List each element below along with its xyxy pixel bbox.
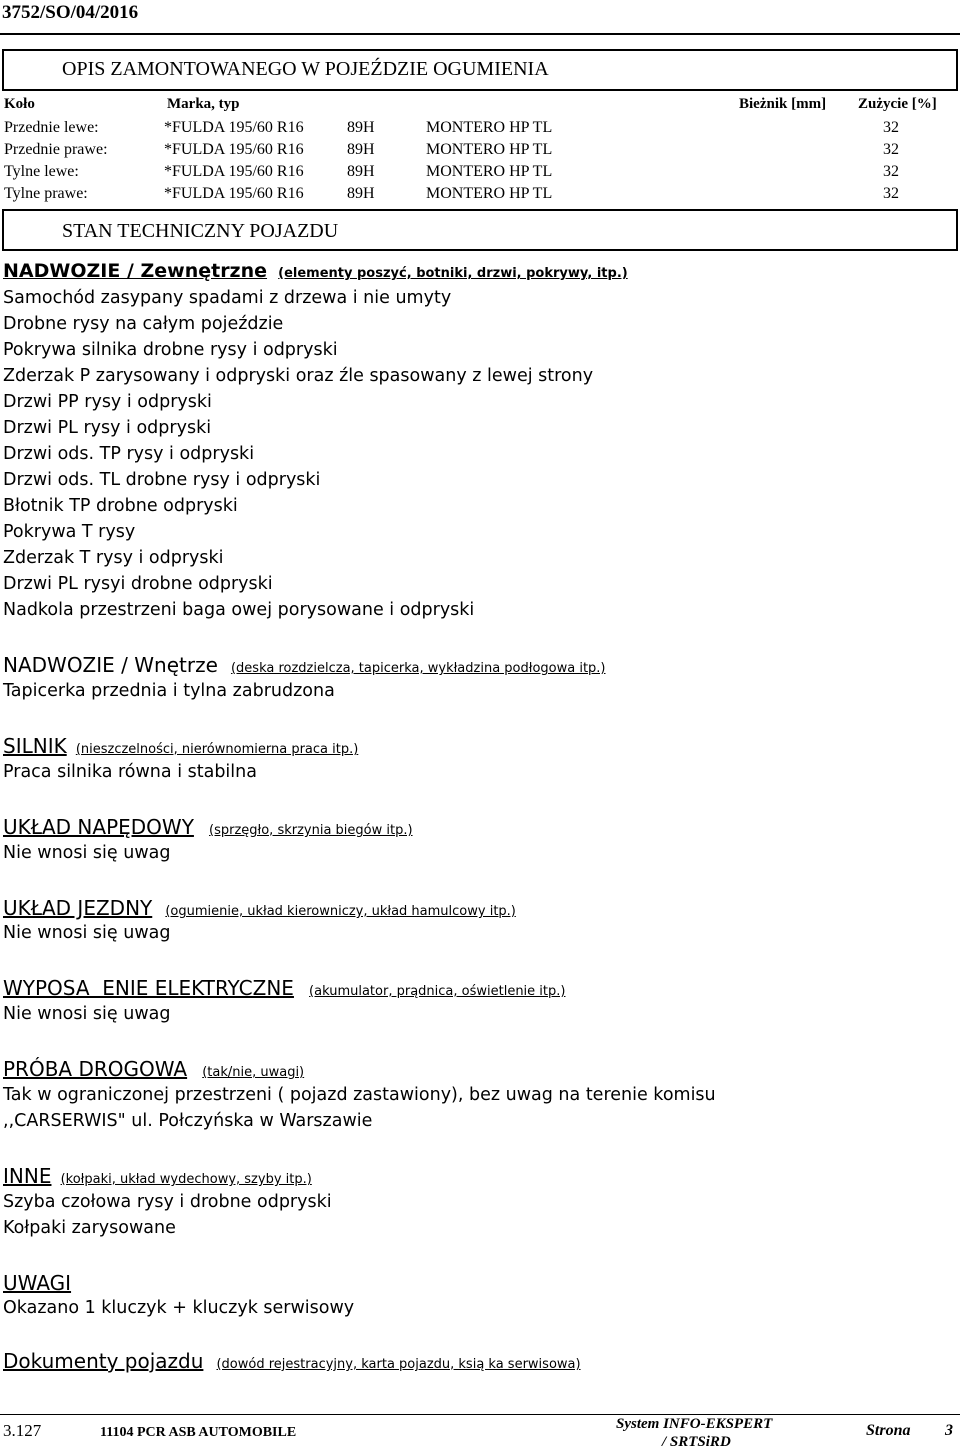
tire-wheel: Tylne prawe: — [4, 185, 88, 202]
tire-model: MONTERO HP TL — [426, 141, 553, 158]
section-running-gear-hint: (ogumienie, układ kierowniczy, układ hamulcowy itp.) — [165, 904, 516, 919]
col-header-tread: Bieżnik [mm] — [739, 96, 827, 112]
section-drivetrain-heading: UKŁAD NAPĘDOWY — [3, 815, 194, 839]
exterior-line: Drzwi ods. TP rysy i odpryski — [3, 444, 255, 464]
section-other-heading: INNE — [3, 1164, 52, 1188]
section-interior-heading: NADWOZIE / Wnętrze — [3, 653, 218, 677]
section-documents-heading-row — [3, 1349, 581, 1373]
col-header-wheel: Koło — [4, 96, 35, 112]
tire-brand: *FULDA 195/60 R16 — [164, 163, 304, 180]
tires-title: OPIS ZAMONTOWANEGO W POJEŹDZIE OGUMIENIA — [62, 58, 549, 80]
exterior-line: Pokrywa silnika drobne rysy i odpryski — [3, 340, 338, 360]
exterior-line: Błotnik TP drobne odpryski — [3, 496, 238, 516]
other-line: Kołpaki zarysowane — [3, 1218, 176, 1238]
notes-line: Okazano 1 kluczyk + kluczyk serwisowy — [3, 1298, 355, 1318]
section-other-hint: (kołpaki, układ wydechowy, szyby itp.) — [60, 1172, 312, 1187]
col-header-wear: Zużycie [%] — [858, 96, 937, 112]
exterior-line: Drzwi PL rysyi drobne odpryski — [3, 574, 273, 594]
tire-wear: 32 — [883, 163, 899, 180]
tire-model: MONTERO HP TL — [426, 119, 553, 136]
drivetrain-line: Nie wnosi się uwag — [3, 843, 171, 863]
section-engine-heading: SILNIK — [3, 734, 67, 758]
section-drivetrain-hint: (sprzęgło, skrzynia biegów itp.) — [209, 823, 413, 838]
exterior-line: Drzwi ods. TL drobne rysy i odpryski — [3, 470, 321, 490]
section-documents-heading: Dokumenty pojazdu — [3, 1349, 204, 1373]
footer-divider — [0, 1414, 960, 1415]
section-exterior-heading-row — [3, 260, 628, 282]
interior-line: Tapicerka przednia i tylna zabrudzona — [3, 681, 335, 701]
footer-page-label: Strona — [866, 1422, 911, 1439]
tire-wheel: Tylne lewe: — [4, 163, 79, 180]
col-header-brand: Marka, typ — [167, 96, 240, 112]
section-interior-heading-row — [3, 653, 606, 677]
section-other-heading-row — [3, 1164, 312, 1188]
tire-wear: 32 — [883, 141, 899, 158]
test-drive-line: Tak w ograniczonej przestrzeni ( pojazd zastawiony), bez uwag na terenie komisu — [3, 1085, 716, 1105]
tire-wheel: Przednie prawe: — [4, 141, 108, 158]
section-electrical-hint: (akumulator, prądnica, oświetlenie itp.) — [309, 984, 566, 999]
section-interior-hint: (deska rozdzielcza, tapicerka, wykładzina podłogowa itp.) — [230, 661, 606, 676]
exterior-line: Drzwi PP rysy i odpryski — [3, 392, 212, 412]
exterior-line: Pokrywa T rysy — [3, 522, 136, 542]
section-documents-hint: (dowód rejestracyjny, karta pojazdu, ksią ka serwisowa) — [216, 1357, 581, 1372]
section-exterior-hint: (elementy poszyć, botniki, drzwi, pokrywy, itp.) — [278, 266, 628, 281]
tire-load: 89H — [347, 141, 375, 158]
section-test-drive-heading: PRÓBA DROGOWA — [3, 1057, 188, 1081]
tire-brand: *FULDA 195/60 R16 — [164, 119, 304, 136]
running-gear-line: Nie wnosi się uwag — [3, 923, 171, 943]
exterior-line: Samochód zasypany spadami z drzewa i nie umyty — [3, 288, 452, 308]
exterior-line: Zderzak T rysy i odpryski — [3, 548, 224, 568]
exterior-line: Zderzak P zarysowany i odpryski oraz źle spasowany z lewej strony — [3, 366, 594, 386]
section-drivetrain-heading-row — [3, 815, 413, 839]
footer-system: System INFO-EKSPERT — [616, 1416, 773, 1432]
section-test-drive-heading-row — [3, 1057, 304, 1081]
engine-line: Praca silnika równa i stabilna — [3, 762, 257, 782]
test-drive-line: ,,CARSERWIS" ul. Połczyńska w Warszawie — [3, 1111, 373, 1131]
footer-company: 11104 PCR ASB AUTOMOBILE — [100, 1425, 297, 1440]
tire-load: 89H — [347, 163, 375, 180]
section-electrical-heading-row — [3, 976, 565, 1000]
section-engine-hint: (nieszczelności, nierównomierna praca itp.) — [75, 742, 359, 757]
exterior-line: Drobne rysy na całym pojeździe — [3, 314, 284, 334]
section-running-gear-heading: UKŁAD JEZDNY — [3, 896, 153, 920]
section-notes-heading-row — [3, 1271, 71, 1295]
electrical-line: Nie wnosi się uwag — [3, 1004, 171, 1024]
top-divider — [0, 33, 960, 35]
section-engine-heading-row — [3, 734, 358, 758]
tire-model: MONTERO HP TL — [426, 185, 553, 202]
footer-system-sub: / SRTSiRD — [662, 1434, 731, 1450]
tire-wear: 32 — [883, 119, 899, 136]
section-notes-heading: UWAGI — [3, 1271, 72, 1295]
tire-wheel: Przednie lewe: — [4, 119, 99, 136]
tires-title-box — [2, 49, 958, 91]
section-electrical-heading: WYPOSA ENIE ELEKTRYCZNE — [3, 976, 294, 1000]
condition-title-box — [2, 209, 958, 251]
tire-load: 89H — [347, 119, 375, 136]
other-line: Szyba czołowa rysy i drobne odpryski — [3, 1192, 332, 1212]
exterior-line: Drzwi PL rysy i odpryski — [3, 418, 212, 438]
tire-wear: 32 — [883, 185, 899, 202]
footer-version: 3.127 — [3, 1421, 42, 1440]
condition-title: STAN TECHNICZNY POJAZDU — [62, 220, 339, 242]
tire-brand: *FULDA 195/60 R16 — [164, 141, 304, 158]
footer-page-number: 3 — [945, 1422, 953, 1439]
tire-load: 89H — [347, 185, 375, 202]
section-exterior-heading: NADWOZIE / Zewnętrzne — [3, 260, 268, 282]
section-test-drive-hint: (tak/nie, uwagi) — [202, 1065, 305, 1080]
section-running-gear-heading-row — [3, 896, 516, 920]
tire-brand: *FULDA 195/60 R16 — [164, 185, 304, 202]
tire-model: MONTERO HP TL — [426, 163, 553, 180]
document-number: 3752/SO/04/2016 — [2, 2, 139, 23]
exterior-line: Nadkola przestrzeni baga owej porysowane i odpryski — [3, 600, 475, 620]
